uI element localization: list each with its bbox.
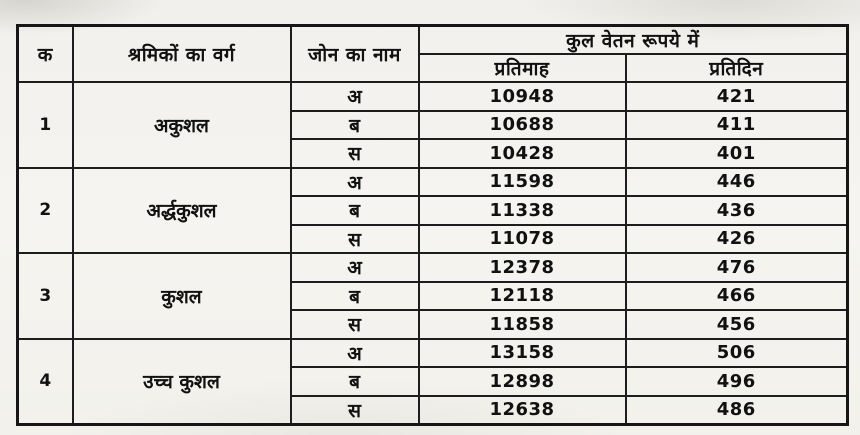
- cell-zone: अ: [291, 253, 419, 282]
- cell-per-day: 506: [626, 339, 848, 368]
- wage-table: [16, 24, 849, 426]
- cell-worker-class: अकुशल: [73, 82, 291, 168]
- cell-worker-class: अर्द्धकुशल: [73, 168, 291, 254]
- table-row: [18, 168, 848, 197]
- cell-per-day: 476: [626, 253, 848, 282]
- cell-zone: अ: [291, 82, 419, 111]
- header-total-salary: कुल वेतन रूपये में: [419, 26, 848, 55]
- header-serial: क: [18, 26, 73, 83]
- cell-zone: स: [291, 310, 419, 339]
- cell-zone: अ: [291, 168, 419, 197]
- cell-zone: ब: [291, 282, 419, 311]
- cell-per-day: 401: [626, 139, 848, 168]
- cell-per-month: 11338: [419, 196, 626, 225]
- header-worker-class: श्रमिकों का वर्ग: [73, 26, 291, 83]
- cell-serial: 4: [18, 339, 73, 425]
- cell-zone: ब: [291, 196, 419, 225]
- cell-per-day: 446: [626, 168, 848, 197]
- table-row: [18, 253, 848, 282]
- table-row: [18, 339, 848, 368]
- cell-per-day: 426: [626, 225, 848, 254]
- cell-per-month: 13158: [419, 339, 626, 368]
- cell-serial: 3: [18, 253, 73, 339]
- cell-per-month: 10948: [419, 82, 626, 111]
- cell-zone: ब: [291, 367, 419, 396]
- cell-zone: स: [291, 396, 419, 425]
- cell-per-month: 12638: [419, 396, 626, 425]
- cell-zone: स: [291, 139, 419, 168]
- cell-per-month: 11598: [419, 168, 626, 197]
- cell-serial: 1: [18, 82, 73, 168]
- cell-zone: स: [291, 225, 419, 254]
- cell-zone: ब: [291, 111, 419, 140]
- cell-worker-class: उच्च कुशल: [73, 339, 291, 425]
- cell-per-month: 12378: [419, 253, 626, 282]
- cell-per-month: 12898: [419, 367, 626, 396]
- table-row: [18, 82, 848, 111]
- cell-per-day: 496: [626, 367, 848, 396]
- cell-zone: अ: [291, 339, 419, 368]
- cell-per-day: 436: [626, 196, 848, 225]
- cell-per-month: 11078: [419, 225, 626, 254]
- cell-serial: 2: [18, 168, 73, 254]
- cell-per-month: 10428: [419, 139, 626, 168]
- cell-per-month: 12118: [419, 282, 626, 311]
- cell-per-day: 486: [626, 396, 848, 425]
- cell-per-day: 411: [626, 111, 848, 140]
- cell-per-day: 421: [626, 82, 848, 111]
- cell-per-month: 10688: [419, 111, 626, 140]
- header-zone-name: जोन का नाम: [291, 26, 419, 83]
- cell-worker-class: कुशल: [73, 253, 291, 339]
- cell-per-month: 11858: [419, 310, 626, 339]
- cell-per-day: 456: [626, 310, 848, 339]
- header-per-month: प्रतिमाह: [419, 54, 626, 82]
- cell-per-day: 466: [626, 282, 848, 311]
- header-per-day: प्रतिदिन: [626, 54, 848, 82]
